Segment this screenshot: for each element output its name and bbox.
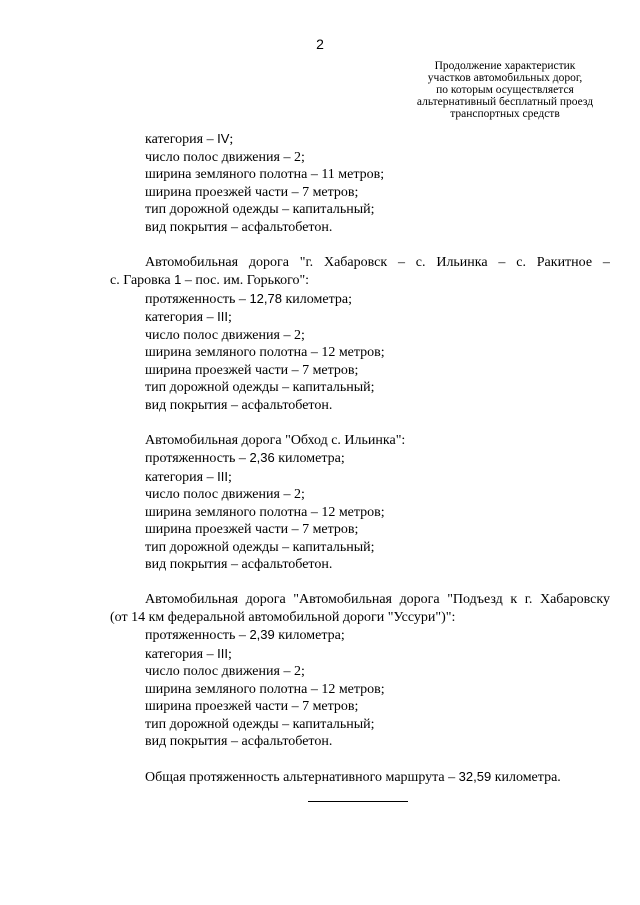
length-line: протяженность – 2,39 километра; [145, 627, 345, 643]
road-title: Автомобильная дорога "г. Хабаровск – с. Ильинка – с. Ракитное – [145, 254, 610, 270]
road-title-continuation: с. Гаровка 1 – пос. им. Горького": [110, 272, 310, 288]
length-line: протяженность – 12,78 километра; [145, 290, 352, 307]
pavement-line: тип дорожной одежды – капитальный; [145, 202, 375, 217]
header-note [398, 60, 612, 120]
length-line: протяженность – 2,36 километра; [145, 450, 345, 466]
category-line: категория – III; [145, 645, 232, 662]
header-note-line: альтернативный бесплатный проезд [416, 96, 594, 108]
pavement-line: тип дорожной одежды – капитальный; [145, 380, 375, 395]
carriageway-line: ширина проезжей части – 7 метров; [145, 522, 359, 537]
carriageway-line: ширина проезжей части – 7 метров; [145, 699, 359, 714]
header-note-line: по которым осуществляется [436, 84, 574, 96]
subgrade-line: ширина земляного полотна – 12 метров; [145, 345, 385, 360]
header-note-line: транспортных средств [450, 108, 560, 120]
surface-line: вид покрытия – асфальтобетон. [145, 219, 333, 235]
road-title: Автомобильная дорога "Автомобильная дорога "Подъезд к г. Хабаровску [145, 592, 610, 607]
road-title-continuation: (от 14 км федеральной автомобильной дороги "Уссури")": [110, 609, 456, 625]
carriageway-line: ширина проезжей части – 7 метров; [145, 184, 359, 200]
road-title: Автомобильная дорога "Обход с. Ильинка": [145, 432, 406, 448]
subgrade-line: ширина земляного полотна – 11 метров; [145, 167, 385, 182]
subgrade-line: ширина земляного полотна – 12 метров; [145, 504, 385, 520]
lanes-line: число полос движения – 2; [145, 664, 305, 679]
subgrade-line: ширина земляного полотна – 12 метров; [145, 681, 385, 697]
pavement-line: тип дорожной одежды – капитальный; [145, 716, 375, 732]
surface-line: вид покрытия – асфальтобетон. [145, 397, 333, 413]
carriageway-line: ширина проезжей части – 7 метров; [145, 362, 359, 378]
lanes-line: число полос движения – 2; [145, 487, 305, 502]
lanes-line: число полос движения – 2; [145, 327, 305, 343]
header-note-line: участков автомобильных дорог, [427, 72, 583, 84]
document-body [110, 130, 610, 787]
surface-line: вид покрытия – асфальтобетон. [145, 734, 333, 749]
lanes-line: число полос движения – 2; [145, 149, 305, 165]
category-line: категория – III; [145, 309, 232, 325]
surface-line: вид покрытия – асфальтобетон. [145, 557, 333, 572]
category-line: категория – IV; [145, 131, 234, 147]
header-note-line: Продолжение характеристик [434, 60, 576, 72]
total-length-line: Общая протяженность альтернативного маршрута – 32,59 километра. [145, 769, 561, 785]
page-number: 2 [316, 36, 324, 52]
pavement-line: тип дорожной одежды – капитальный; [145, 539, 375, 555]
category-line: категория – III; [145, 468, 232, 485]
end-rule [308, 801, 408, 802]
